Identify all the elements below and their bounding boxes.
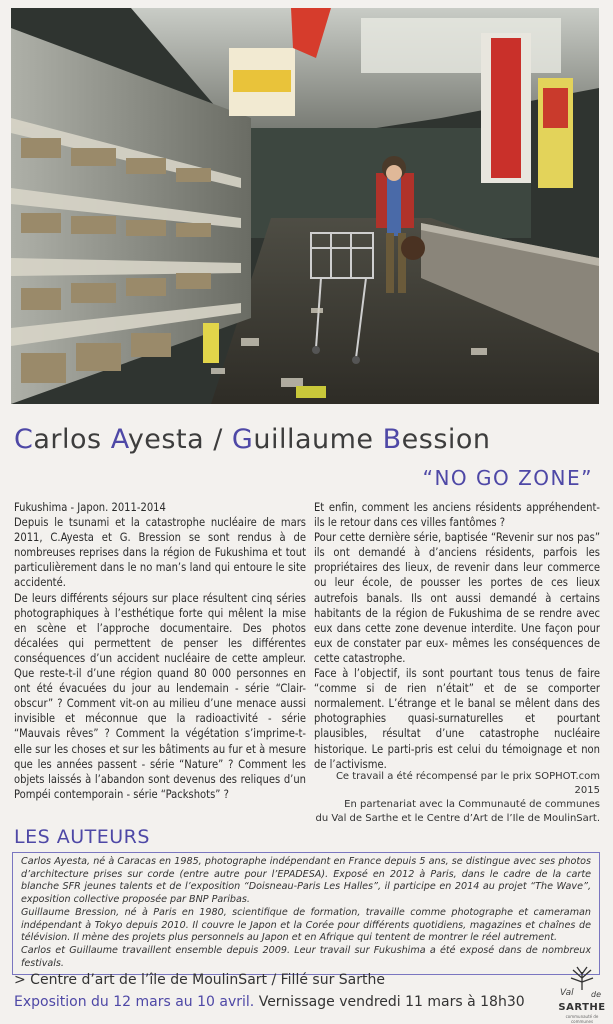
exhibition-dates: Exposition du 12 mars au 10 avril.	[14, 994, 255, 1010]
paragraph: Pour cette dernière série, baptisée “Revenir sur nos pas” ils ont demandé à d’anciens résidents, parfois les propriétaires des lieux, de revenir dans leur commerce ou leur école, de pousser les portes de ces lieux autrefois banals. Ils ont aussi demandé à certains habitants de la région de Fukushima de se rendre avec eux dans cette zone devenue interdite. Une façon pour eux de constater par eux- mêmes les conséquences de cette catastrophe.	[314, 531, 600, 665]
logo-text: SARTHE	[558, 1002, 606, 1013]
tree-icon	[567, 966, 597, 990]
title-initial-g: G	[231, 424, 254, 455]
title-part: ession	[401, 424, 491, 455]
logo-text: de	[591, 990, 601, 999]
credit-line: En partenariat avec la Communauté de communes	[344, 799, 600, 810]
dates-line	[14, 994, 525, 1010]
award-credit	[314, 770, 600, 826]
vernissage: Vernissage vendredi 11 mars à 18h30	[254, 994, 525, 1010]
val-de-sarthe-logo	[558, 966, 606, 1024]
title-initial-b: B	[382, 424, 402, 455]
title-part: arlos	[33, 424, 111, 455]
logo-text: communauté de communes	[565, 1014, 599, 1024]
bio-paragraph: Carlos et Guillaume travaillent ensemble depuis 2009. Leur travail sur Fukushima a été exposé dans de nombreux festivals.	[21, 944, 591, 969]
credit-line: du Val de Sarthe et le Centre d’Art de l’Ile de MoulinSart.	[315, 813, 600, 824]
credit-line: Ce travail a été récompensé par le prix SOPHOT.com 2015	[335, 771, 600, 796]
authors-bio-box	[12, 852, 600, 975]
paragraph: Face à l’objectif, ils sont pourtant tous tenus de faire “comme si de rien n’était” et de se comporter normalement. L’étrange et le banal se mêlent dans des photographies quasi-surnaturelles et pourtant plausibles, résultat d’une catastrophe nucléaire historique. Le parti-pris est celui du témoignage et non de l’activisme.	[314, 667, 600, 771]
authors-heading: LES AUTEURS	[14, 826, 150, 848]
title-part: uillaume	[253, 424, 383, 455]
bio-paragraph: Carlos Ayesta, né à Caracas en 1985, photographe indépendant en France depuis 5 ans, se distingue avec ses photos d’architecture prises sur corde (entre autre pour l’EPADESA). Exposé en 2012 à Paris, dans le cadre de la carte blanche SFR jeunes talents et de l’exposition “Doisneau-Paris Les Halles”, il participe en 2014 au projet “The Wave”, exposition collective proposée par BNP Paribas.	[21, 856, 591, 906]
location-line: Fukushima - Japon. 2011-2014	[14, 501, 166, 514]
left-text-column	[14, 500, 306, 802]
paragraph: Et enfin, comment les anciens résidents appréhendent-ils le retour dans ces villes fantômes ?	[314, 501, 600, 530]
title-initial-a: A	[110, 424, 128, 455]
page-title	[14, 424, 491, 455]
paragraph: Depuis le tsunami et la catastrophe nucléaire de mars 2011, C.Ayesta et G. Bression se sont rendus à de nombreuses reprises dans la région de Fukushima et tout particulièrement dans le no man’s land qui entoure le site accidenté.	[14, 516, 306, 590]
venue-line: > Centre d’art de l’île de MoulinSart / Fillé sur Sarthe	[14, 972, 385, 988]
logo-text: Val	[560, 988, 574, 998]
exhibition-subtitle: “NO GO ZONE”	[422, 466, 593, 490]
bio-paragraph: Guillaume Bression, né à Paris en 1980, scientifique de formation, travaille comme photographe et cameraman indépendant à Tokyo depuis 2010. Il couvre le Japon et la Corée pour différents quotidiens, magazines et chaînes de télévision. Il mène des projets plus personnels au Japon et en Afrique qui tentent de montrer le réel autrement.	[21, 906, 591, 944]
title-part: yesta /	[127, 424, 232, 455]
supermarket-photo	[11, 8, 599, 404]
right-text-column	[314, 500, 600, 772]
paragraph: De leurs différents séjours sur place résultent cinq séries photographiques à l’esthétique forte qui mêlent la mise en scène et l’approche documentaire. Des photos décalées qui permettent de penser les différentes conséquences d’un accident nucléaire de cette ampleur. Que reste-t-il d’une région quand 80 000 personnes en ont été évacuées du jour au lendemain - série “Clair-obscur” ? Comment vit-on au milieu d’une menace aussi invisible et méconnue que la radioactivité - série “Mauvais rêves” ? Comment la végétation s’imprime-t-elle sur les choses et sur les bâtiments au fur et à mesure que les années passent - série “Nature” ? Comment les objets laissés à l’abandon sont devenus des reliques d’un Pompéi contemporain - série “Packshots” ?	[14, 591, 306, 801]
title-initial-c: C	[14, 424, 34, 455]
